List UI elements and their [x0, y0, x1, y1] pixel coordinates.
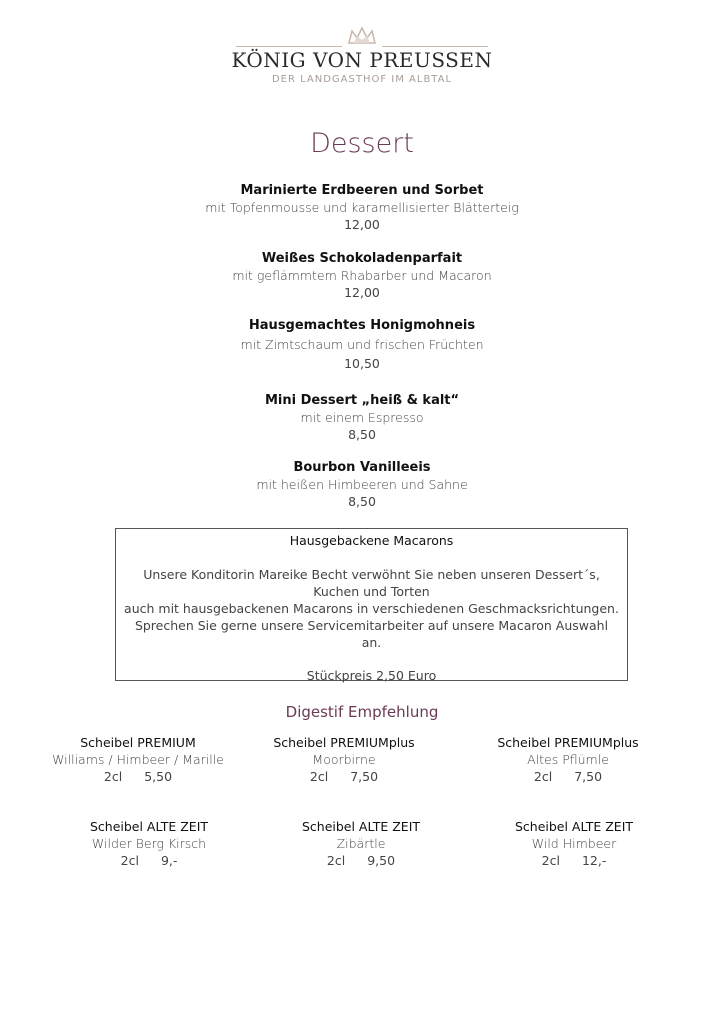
digestif-item — [261, 818, 461, 869]
digestif-price-row — [38, 768, 238, 785]
digestif-price: 7,50 — [350, 769, 379, 784]
digestif-size: 2cl — [120, 853, 139, 868]
dessert-desc: mit Topfenmousse und karamellisierter Blätterteig — [205, 200, 519, 215]
digestif-size: 2cl — [103, 769, 123, 784]
dessert-item — [0, 182, 724, 233]
digestif-price: 9,50 — [367, 853, 396, 868]
digestif-price-row — [468, 768, 668, 785]
macarons-title: Hausgebackene Macarons — [289, 533, 454, 548]
dessert-name: Weißes Schokoladenparfait — [261, 251, 463, 266]
logo-rule-left — [236, 46, 342, 47]
dessert-item — [0, 317, 724, 372]
digestif-item — [49, 818, 249, 869]
digestif-name: Scheibel ALTE ZEIT — [301, 819, 421, 834]
logo-title: KÖNIG VON PREUSSEN — [231, 48, 493, 72]
dessert-desc: mit geflämmtem Rhabarber und Macaron — [232, 268, 492, 283]
dessert-price: 12,00 — [344, 217, 380, 232]
digestif-size: 2cl — [309, 769, 329, 784]
macarons-box — [115, 528, 628, 681]
dessert-desc: mit einem Espresso — [300, 410, 424, 425]
logo-subtitle: DER LANDGASTHOF IM ALBTAL — [271, 74, 453, 85]
dessert-item — [0, 392, 724, 443]
digestif-item — [244, 734, 444, 785]
digestif-name: Scheibel PREMIUMplus — [497, 735, 639, 750]
digestif-size: 2cl — [533, 769, 553, 784]
macarons-text-3: Sprechen Sie gerne unsere Servicemitarbeiter auf unsere Macaron Auswahl an. — [134, 618, 609, 650]
digestif-price-row — [49, 852, 249, 869]
digestif-desc: Williams / Himbeer / Marille — [52, 752, 224, 767]
digestif-size: 2cl — [326, 853, 346, 868]
dessert-item — [0, 250, 724, 301]
digestif-title: Digestif Empfehlung — [285, 703, 439, 721]
dessert-name: Mini Dessert „heiß & kalt“ — [264, 393, 460, 408]
digestif-price: 7,50 — [574, 769, 603, 784]
macarons-text-2: auch mit hausgebackenen Macarons in verschiedenen Geschmacksrichtungen. — [124, 601, 619, 616]
page-title: Dessert — [310, 128, 414, 159]
digestif-name: Scheibel PREMIUMplus — [273, 735, 415, 750]
digestif-name: Scheibel ALTE ZEIT — [514, 819, 634, 834]
digestif-name: Scheibel PREMIUM — [80, 735, 196, 750]
digestif-price: 5,50 — [144, 769, 173, 784]
digestif-price-row — [261, 852, 461, 869]
dessert-name: Marinierte Erdbeeren und Sorbet — [240, 183, 484, 198]
dessert-price: 10,50 — [344, 356, 380, 371]
digestif-desc: Wilder Berg Kirsch — [91, 836, 207, 851]
dessert-price: 8,50 — [348, 427, 376, 442]
digestif-desc: Wild Himbeer — [531, 836, 617, 851]
dessert-price: 8,50 — [348, 494, 376, 509]
digestif-item — [38, 734, 238, 785]
dessert-name: Bourbon Vanilleeis — [293, 460, 431, 475]
crown-icon — [347, 26, 377, 44]
digestif-desc: Zibärtle — [336, 836, 386, 851]
dessert-desc: mit Zimtschaum und frischen Früchten — [240, 337, 484, 352]
digestif-desc: Moorbirne — [312, 752, 376, 767]
digestif-price: 12,- — [581, 853, 607, 868]
digestif-item — [468, 734, 668, 785]
digestif-price-row — [474, 852, 674, 869]
digestif-item — [474, 818, 674, 869]
dessert-desc: mit heißen Himbeeren und Sahne — [256, 477, 468, 492]
logo-rule-right — [382, 46, 488, 47]
digestif-price: 9,- — [160, 853, 178, 868]
digestif-desc: Altes Pflümle — [527, 752, 609, 767]
digestif-price-row — [244, 768, 444, 785]
dessert-name: Hausgemachtes Honigmohneis — [248, 318, 476, 333]
dessert-price: 12,00 — [344, 285, 380, 300]
dessert-item — [0, 459, 724, 510]
digestif-name: Scheibel ALTE ZEIT — [89, 819, 209, 834]
digestif-size: 2cl — [541, 853, 560, 868]
macarons-price: Stückpreis 2,50 Euro — [306, 668, 437, 683]
macarons-text-1: Unsere Konditorin Mareike Becht verwöhnt Sie neben unseren Dessert´s, Kuchen und Torten — [143, 567, 600, 599]
